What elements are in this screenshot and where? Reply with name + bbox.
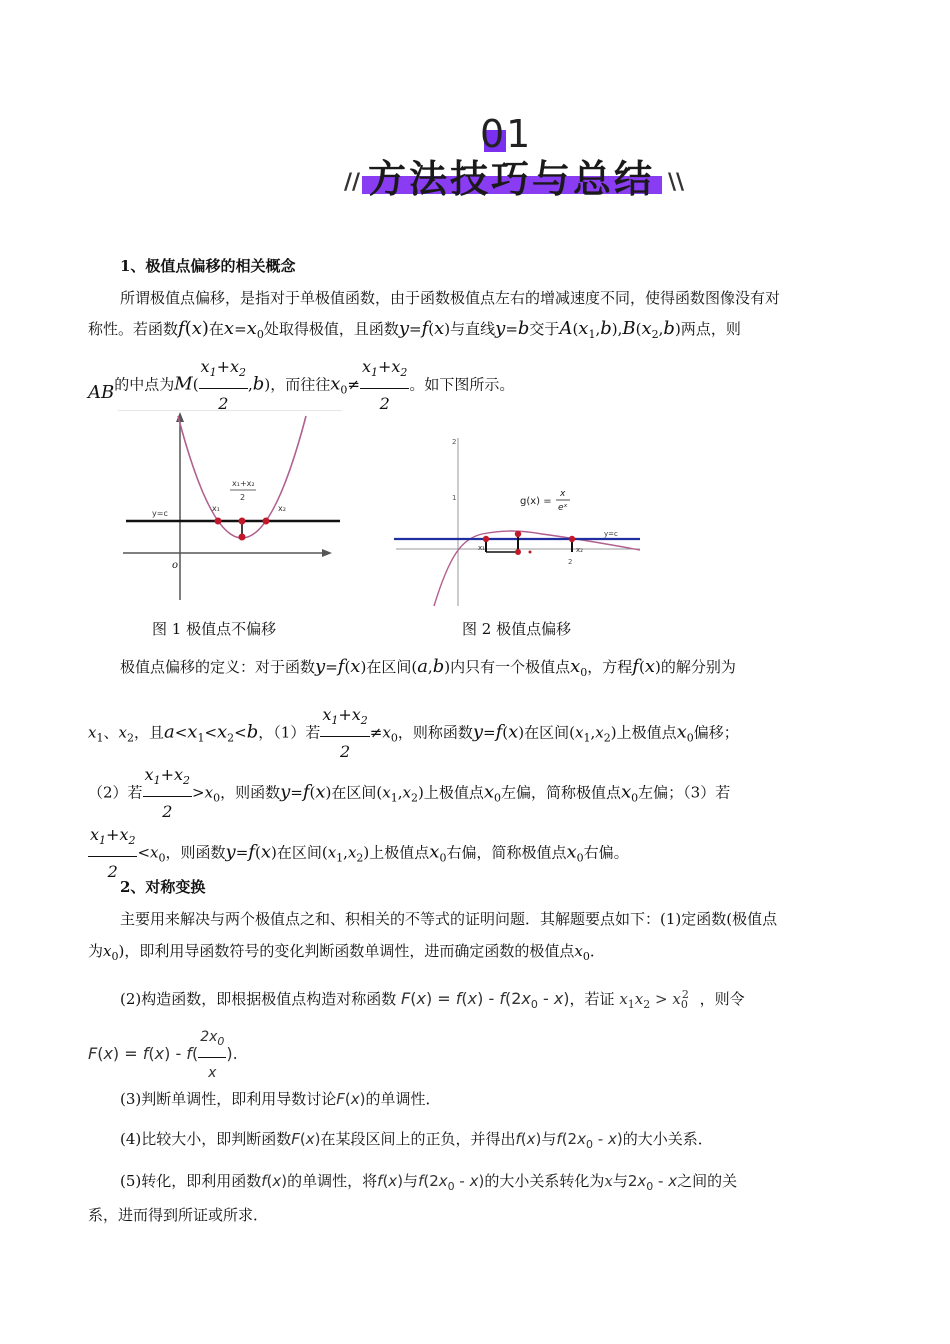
definition-line4: $\frac{x_1+x_2}{2}$ $<x_0$，则函数y=f(x)在区间$(x_1,x_2)$上极值点$x_0$右偏，简称极值点$x_0$右偏。 — [88, 820, 629, 887]
fig1-label-origin: o — [172, 560, 179, 571]
fig1-label-mid-num: x₁+x₂ — [232, 479, 255, 488]
fig2-point-extreme — [515, 531, 521, 537]
section2-p4: (4)比较大小，即判断函数F(x)在某段区间上的正负，并得出f(x)与$f(2x_0 - x)$的大小关系． — [120, 1130, 713, 1151]
section2-p2: (2)构造函数，即根据极值点构造对称函数 $F(x) = f(x) - f(2x_0 - x)$，若证 $x_1x_2 > x_0^2$ ，则令 — [120, 988, 745, 1012]
section1-p1-line1: 所谓极值点偏移，是指对于单极值函数，由于函数极值点左右的增减速度不同，使得函数图像没有对 — [120, 289, 781, 307]
banner-title: 方法技巧与总结 — [368, 157, 656, 201]
fig2-label-g-den: eˣ — [558, 503, 568, 513]
fig2-point-x2 — [569, 536, 575, 542]
fig2-label-x1: x₁ — [478, 544, 485, 552]
fig2-point-mid — [529, 551, 532, 554]
section1-p1-line2: 称性。若函数f(x)在$x=x_0$处取得极值，且函数y=f(x)与直线y=b交于$A(x_1,b),B(x_2,b)$两点，则 — [88, 318, 741, 341]
fig1-point-x1 — [215, 518, 222, 525]
fig1-label-yc: y=c — [152, 509, 168, 518]
figure1-caption: 图 1 极值点不偏移 — [152, 620, 277, 638]
fig2-tick-y1: 1 — [452, 494, 457, 502]
section2-heading: 2、对称变换 — [120, 878, 206, 896]
section2-p5-line2: 系，进而得到所证或所求． — [88, 1206, 269, 1224]
fig2-curve-g — [434, 531, 640, 606]
fig2-label-yc: y=c — [604, 530, 618, 538]
fig2-label-g-num: x — [560, 489, 566, 499]
section1-heading: 1、极值点偏移的相关概念 — [120, 257, 296, 275]
fig1-label-x2: x₂ — [278, 504, 286, 513]
figure2-caption: 图 2 极值点偏移 — [462, 620, 572, 638]
banner-slash-left-icon: // — [344, 170, 361, 195]
definition-line3: （2）若 $\frac{x_1+x_2}{2}$ $>x_0$，则函数y=f(x)在区间$(x_1,x_2)$上极值点$x_0$左偏，简称极值点$x_0$左偏；（3）若 — [88, 760, 730, 827]
figure1-graph — [118, 410, 342, 610]
fig1-label-mid-den: 2 — [240, 493, 246, 502]
fig2-point-foot — [515, 549, 521, 555]
fig1-point-vertex — [239, 534, 246, 541]
fig2-label-x2: x₂ — [576, 546, 583, 554]
section2-p2-formula: F(x) = f(x) - f( $\frac{2x_0}{x}$ ). — [88, 1022, 238, 1088]
fig1-point-mid — [239, 518, 246, 525]
section2-p1-line1: 主要用来解决与两个极值点之和、积相关的不等式的证明问题．其解题要点如下：(1)定函数(极值点 — [120, 910, 778, 928]
section2-p5-line1: (5)转化，即利用函数f(x)的单调性，将f(x)与$f(2x_0 - x)$的大小关系转化为x与$2x_0$ - x之间的关 — [120, 1172, 738, 1193]
section2-p1-line2: 为$x_0$)，即利用导函数符号的变化判断函数单调性，进而确定函数的极值点$x_0$． — [88, 942, 605, 963]
fig2-label-g-lhs: g(x) = — [520, 496, 552, 507]
banner-slash-right-icon: \\ — [668, 170, 685, 195]
fig1-label-x1: x₁ — [212, 504, 220, 513]
definition-line1: 极值点偏移的定义：对于函数y=f(x)在区间(a,b)内只有一个极值点$x_0$，方程f(x)的解分别为 — [120, 656, 736, 679]
figure2-graph — [392, 434, 642, 608]
fig1-point-x2 — [263, 518, 270, 525]
fig1-x-arrow-icon — [322, 549, 332, 557]
section1-p1-line3: AB的中点为M( $\frac{x_1+x_2}{2}$ ,b)，而往往$x_0\ne$ $\frac{x_1+x_2}{2}$ 。如下图所示。 — [88, 352, 514, 419]
banner-number: 01 — [480, 112, 533, 156]
fig2-point-x1 — [483, 536, 489, 542]
definition-line2: $x_1$、$x_2$，且$a<x_1<x_2<b$，（1）若 $\frac{x_1+x_2}{2}$ $\ne x_0$，则称函数y=f(x)在区间$(x_1,x_2)$上极值点$x_0$偏移； — [88, 700, 739, 767]
fig2-tick-y2: 2 — [452, 438, 457, 446]
section2-p3: (3)判断单调性，即利用导数讨论F(x)的单调性． — [120, 1090, 441, 1108]
fig2-tick-x2: 2 — [568, 558, 573, 566]
